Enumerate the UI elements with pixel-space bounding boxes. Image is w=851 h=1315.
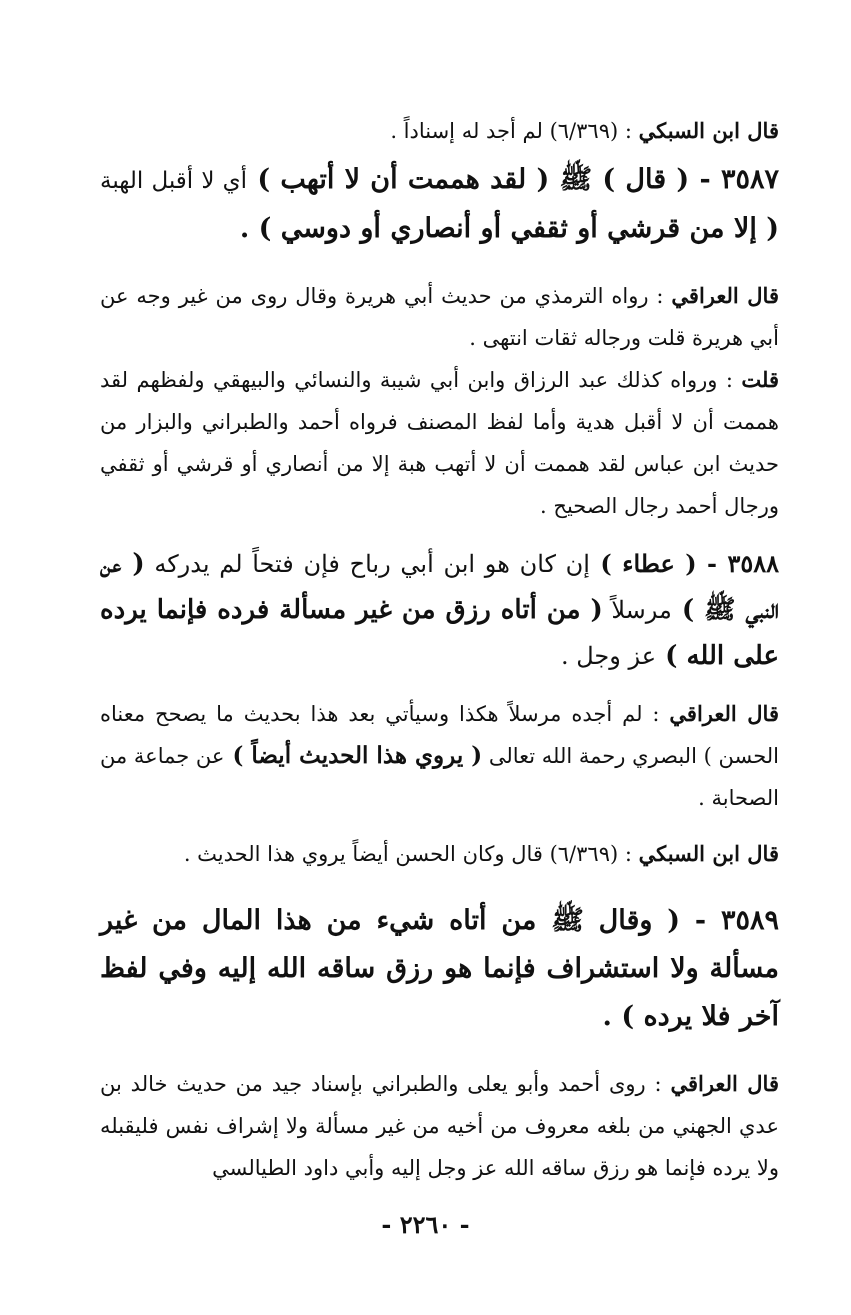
hadith-lead: ( قال ) ﷺ [549, 164, 690, 195]
hadith-lead: ( وقال ﷺ [536, 905, 681, 936]
hadith-number: ٣٥٨٨ - [696, 549, 780, 578]
hadith-number: ٣٥٨٧ - [689, 164, 779, 195]
hadith-quote: ( عن النبي ﷺ ) [100, 549, 780, 625]
entry-label: قال العراقي [671, 283, 779, 308]
author-note-1 [100, 359, 779, 527]
entry-label: قال ابن السبكي [638, 118, 779, 143]
hadith-quote: من أتاه شيء من هذا المال من غير مسألة ولا استشراف فإنما هو رزق ساقه الله إليه وفي لفظ آخر فلا يرده ) . [100, 905, 779, 1032]
entry-text: : روى أحمد وأبو يعلى والطبراني بإسناد جيد من حديث خالد بن عدي الجهني من بلغه معروف من أخيه من غير مسألة ولا إشراف نفس فليقبله ولا يرده فإنما هو رزق ساقه الله عز وجل إليه وأبي داود الطيالسي [100, 1072, 779, 1180]
entry-label: قال ابن السبكي [638, 841, 779, 866]
hadith-number: ٣٥٨٩ - [680, 905, 779, 936]
entry-text: : لم أجده مرسلاً هكذا وسيأتي بعد هذا بحديث ما يصحح معناه الحسن ) البصري رحمة الله تعالى [100, 702, 779, 768]
sobki-note-1 [100, 110, 779, 152]
hadith-3588 [100, 541, 779, 679]
hadith-3587 [100, 156, 779, 253]
hadith-quote-2: ( من أتاه رزق من غير مسألة فرده فإنما يرده على الله ) [100, 595, 779, 671]
iraqi-note-2 [100, 693, 779, 819]
hadith-text: إن كان هو ابن أبي رباح فإن فتحاً لم يدركه [144, 550, 590, 578]
entry-quote: ( يروي هذا الحديث أيضاً ) [224, 742, 483, 769]
entry-text: : رواه الترمذي من حديث أبي هريرة وقال روى من غير وجه عن أبي هريرة قلت ورجاله ثقات انتهى . [100, 284, 779, 350]
entry-text-2: عن جماعة من الصحابة . [100, 744, 779, 810]
hadith-text-3: عز وجل . [560, 642, 657, 670]
hadith-lead: ( عطاء ) [589, 549, 697, 578]
hadith-3589 [100, 897, 779, 1041]
hadith-quote-2: ( إلا من قرشي أو ثقفي أو أنصاري أو دوسي ) . [239, 213, 779, 244]
sobki-note-2 [100, 833, 779, 875]
hadith-text: أي لا أقبل الهبة [100, 168, 248, 194]
hadith-quote: ( لقد هممت أن لا أتهب ) [247, 164, 550, 195]
hadith-text-2: مرسلاً [602, 596, 672, 624]
entry-label: قال العراقي [670, 1071, 779, 1096]
entry-label: قال العراقي [669, 701, 779, 726]
iraqi-note-1 [100, 275, 779, 359]
iraqi-note-3 [100, 1063, 779, 1189]
entry-text: : ورواه كذلك عبد الرزاق وابن أبي شيبة والنسائي والبيهقي ولفظهم لقد هممت أن لا أقبل هدية وأما لفظ المصنف فرواه أحمد والطبراني والبزار من حديث ابن عباس لقد هممت أن لا أتهب هبة إلا من أنصاري أو قرشي أو ثقفي ورجال أحمد رجال الصحيح . [100, 368, 779, 518]
entry-label: قلت [741, 367, 779, 392]
entry-text: : (٦/٣٦٩) قال وكان الحسن أيضاً يروي هذا الحديث . [183, 842, 639, 866]
entry-text: : (٦/٣٦٩) لم أجد له إسناداً . [390, 119, 639, 143]
page-number: - ٢٢٦٠ - [381, 1210, 470, 1239]
